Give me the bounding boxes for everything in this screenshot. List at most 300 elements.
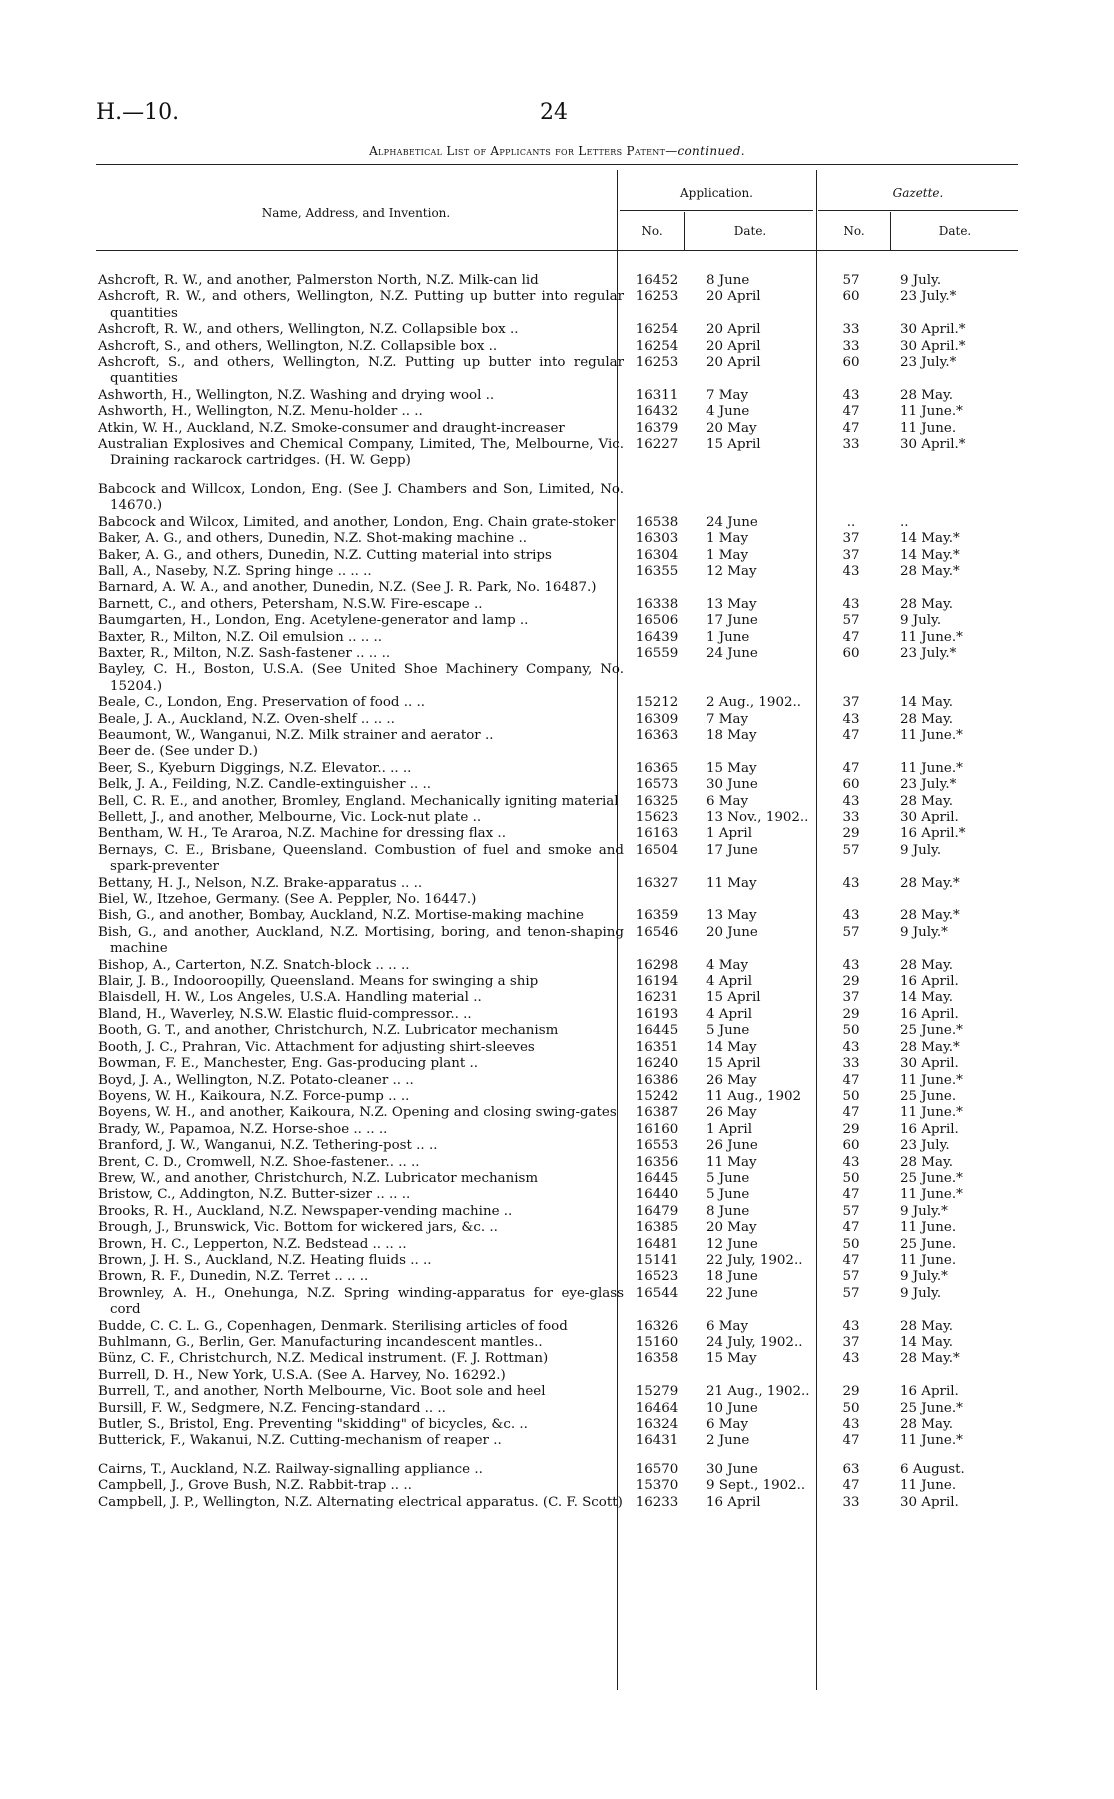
gazette-number: 57	[842, 1203, 860, 1219]
gazette-number: 50	[842, 1170, 860, 1186]
application-date: 5 June	[706, 1023, 750, 1039]
column-header-app-no: No.	[641, 224, 663, 238]
application-number: 16481	[635, 1236, 679, 1252]
gazette-number: 43	[842, 875, 860, 891]
gazette-date: 11 June.	[900, 420, 957, 436]
table-row	[98, 1462, 1018, 1478]
table-row	[98, 1253, 1018, 1269]
gazette-number: 47	[842, 1072, 860, 1088]
gazette-date: 14 May.*	[900, 547, 960, 563]
gazette-date: 25 June.	[900, 1236, 957, 1252]
application-date: 8 June	[706, 273, 750, 288]
application-date: 1 June	[706, 629, 750, 645]
gazette-date: 9 July.*	[900, 1269, 948, 1285]
application-number: 16233	[635, 1494, 679, 1510]
gazette-date: 30 April.	[900, 1494, 959, 1510]
applicant-entry: Bishop, A., Carterton, N.Z. Snatch-block .. .. ..	[98, 957, 410, 973]
application-date: 18 June	[706, 1269, 758, 1285]
gazette-number: 29	[842, 1121, 860, 1137]
application-date: 20 April	[706, 338, 761, 354]
table-row	[98, 388, 1018, 404]
column-header-gazette-date: Date.	[938, 224, 972, 238]
gazette-date: 28 May.*	[900, 908, 960, 924]
table-row	[98, 580, 1018, 596]
gazette-number: 57	[842, 1269, 860, 1285]
gazette-date: 14 May.	[900, 990, 954, 1006]
gazette-number: 57	[842, 273, 860, 288]
applicant-entry: Bursill, F. W., Sedgmere, N.Z. Fencing-standard .. ..	[98, 1400, 446, 1416]
application-date: 11 May	[706, 1154, 757, 1170]
gazette-date: 23 July.	[900, 1138, 950, 1154]
application-date: 30 June	[706, 1461, 758, 1477]
application-date: 11 May	[706, 875, 757, 891]
applicant-entry: Brady, W., Papamoa, N.Z. Horse-shoe .. .. ..	[98, 1121, 388, 1137]
application-date: 6 May	[706, 1318, 749, 1334]
applicant-entry: Budde, C. C. L. G., Copenhagen, Denmark. Sterilising articles of food	[98, 1318, 568, 1334]
gazette-number: 47	[842, 1105, 860, 1121]
gazette-number: 60	[842, 777, 860, 793]
gazette-date: 9 July.*	[900, 924, 948, 940]
applicant-entry: Bowman, F. E., Manchester, Eng. Gas-producing plant ..	[98, 1056, 479, 1072]
application-number: 16338	[635, 596, 679, 612]
application-number: 16326	[635, 1318, 679, 1334]
applicant-entry: Baker, A. G., and others, Dunedin, N.Z. Shot-making machine ..	[98, 531, 527, 547]
application-date: 10 June	[706, 1400, 758, 1416]
header-bottom-rule	[96, 250, 1018, 251]
application-number: 16303	[635, 531, 679, 547]
application-date: 13 Nov., 1902..	[706, 810, 809, 825]
gazette-number: 63	[842, 1461, 860, 1477]
gazette-number: 43	[842, 563, 860, 579]
applicant-entry: Brough, J., Brunswick, Vic. Bottom for wickered jars, &c. ..	[98, 1220, 498, 1236]
application-number: 16160	[635, 1121, 679, 1137]
application-number: 16440	[635, 1187, 679, 1203]
gazette-date: 23 July.*	[900, 355, 957, 371]
applicant-entry: Bland, H., Waverley, N.S.W. Elastic fluid-compressor.. ..	[98, 1006, 472, 1022]
gazette-number: 37	[842, 547, 860, 563]
application-number: 16363	[635, 727, 679, 743]
gazette-date: 16 April.	[900, 1121, 959, 1137]
applicant-entry: Boyens, W. H., and another, Kaikoura, N.Z. Opening and closing swing-gates	[98, 1105, 617, 1121]
table-row	[98, 777, 1018, 793]
column-header-gazette: Gazette.	[892, 186, 944, 200]
table-row	[98, 712, 1018, 728]
table-row	[98, 564, 1018, 580]
table-row	[98, 646, 1018, 662]
table-row	[98, 1269, 1018, 1285]
gazette-number: 37	[842, 990, 860, 1006]
applicant-entry: Brownley, A. H., Onehunga, N.Z. Spring winding-apparatus for eye-glass cord	[98, 1285, 624, 1318]
gazette-date: 23 July.*	[900, 645, 957, 661]
gazette-date: 23 July.*	[900, 777, 957, 793]
table-row	[98, 1040, 1018, 1056]
applicant-list	[98, 273, 1018, 1511]
application-number: 16445	[635, 1170, 679, 1186]
application-number: 16439	[635, 629, 679, 645]
table-row	[98, 482, 1018, 515]
gazette-number: 47	[842, 1187, 860, 1203]
table-row	[98, 1237, 1018, 1253]
application-number: 16538	[635, 514, 679, 530]
gazette-number: 43	[842, 711, 860, 727]
applicant-entry: Baxter, R., Milton, N.Z. Sash-fastener .. .. ..	[98, 645, 391, 661]
applicant-entry: Ashcroft, R. W., and others, Wellington, N.Z. Putting up butter into regular quantities	[98, 289, 624, 321]
table-row	[98, 515, 1018, 531]
gazette-date: 28 May.	[900, 711, 954, 727]
table-row	[98, 1351, 1018, 1367]
applicant-entry: Campbell, J., Grove Bush, N.Z. Rabbit-trap .. ..	[98, 1478, 412, 1494]
application-number: 16464	[635, 1400, 679, 1416]
application-number: 16544	[635, 1285, 679, 1301]
gazette-date: 28 May.*	[900, 1351, 960, 1367]
table-row	[98, 1478, 1018, 1494]
gazette-number: 57	[842, 613, 860, 629]
table-row	[98, 1384, 1018, 1400]
application-date: 15 May	[706, 1351, 757, 1367]
application-number: 16324	[635, 1417, 679, 1433]
gazette-date: 28 May.	[900, 957, 954, 973]
application-date: 30 June	[706, 777, 758, 793]
table-row	[98, 1007, 1018, 1023]
application-date: 5 June	[706, 1187, 750, 1203]
applicant-entry: Belk, J. A., Feilding, N.Z. Candle-extinguisher .. ..	[98, 777, 432, 793]
application-number: 16355	[635, 563, 679, 579]
application-date: 20 April	[706, 322, 761, 338]
gazette-number: ..	[846, 514, 856, 530]
application-date: 4 April	[706, 1006, 752, 1022]
gazette-number: 47	[842, 727, 860, 743]
gazette-date: 16 April.	[900, 1006, 959, 1022]
application-number: 16311	[635, 387, 679, 403]
applicant-entry: Boyd, J. A., Wellington, N.Z. Potato-cleaner .. ..	[98, 1072, 414, 1088]
applicant-entry: Australian Explosives and Chemical Company, Limited, The, Melbourne, Vic. Draining rackarock cartridges. (H. W. Gepp)	[98, 437, 624, 469]
gazette-date: 30 April.	[900, 810, 959, 825]
table-row	[98, 531, 1018, 547]
application-date: 26 June	[706, 1138, 758, 1154]
gazette-date: 16 April.	[900, 974, 959, 990]
gazette-number: 43	[842, 1351, 860, 1367]
applicant-entry: Ashcroft, S., and others, Wellington, N.Z. Putting up butter into regular quantities	[98, 355, 624, 387]
application-date: 12 June	[706, 1236, 758, 1252]
application-date: 17 June	[706, 613, 758, 629]
table-row	[98, 1056, 1018, 1072]
gazette-number: 50	[842, 1400, 860, 1416]
application-date: 15 April	[706, 437, 761, 453]
gazette-date: 30 April.*	[900, 338, 966, 354]
applicant-entry: Atkin, W. H., Auckland, N.Z. Smoke-consumer and draught-increaser	[98, 420, 565, 436]
applicant-entry: Bell, C. R. E., and another, Bromley, England. Mechanically igniting material	[98, 793, 619, 809]
column-header-gazette-no: No.	[843, 224, 865, 238]
gazette-date: 30 April.*	[900, 322, 966, 338]
applicant-entry: Booth, J. C., Prahran, Vic. Attachment for adjusting shirt-sleeves	[98, 1039, 535, 1055]
gazette-number: 50	[842, 1023, 860, 1039]
application-number: 16523	[635, 1269, 679, 1285]
applicant-entry: Bernays, C. E., Brisbane, Queensland. Combustion of fuel and smoke and spark-preventer	[98, 842, 624, 875]
table-row	[98, 974, 1018, 990]
column-divider-2	[684, 212, 685, 250]
application-number: 16304	[635, 547, 679, 563]
applicant-entry: Ashcroft, S., and others, Wellington, N.Z. Collapsible box ..	[98, 338, 498, 354]
application-number: 16559	[635, 645, 679, 661]
applicant-entry: Bentham, W. H., Te Araroa, N.Z. Machine for dressing flax ..	[98, 826, 506, 842]
applicant-entry: Bellett, J., and another, Melbourne, Vic. Lock-nut plate ..	[98, 810, 482, 825]
table-row	[98, 1023, 1018, 1039]
application-date: 4 June	[706, 404, 750, 420]
document-code: H.—10.	[96, 100, 180, 125]
gazette-date: 6 August.	[900, 1461, 965, 1477]
table-row	[98, 1187, 1018, 1203]
gazette-date: 25 June.	[900, 1088, 957, 1104]
gazette-date: 28 May.	[900, 1318, 954, 1334]
application-date: 4 April	[706, 974, 752, 990]
applicant-entry: Butterick, F., Wakanui, N.Z. Cutting-mechanism of reaper ..	[98, 1433, 502, 1449]
gazette-number: 37	[842, 1335, 860, 1350]
application-date: 22 June	[706, 1285, 758, 1301]
gazette-date: 28 May.	[900, 1417, 954, 1433]
applicant-entry: Biel, W., Itzehoe, Germany. (See A. Peppler, No. 16447.)	[98, 892, 477, 908]
applicant-entry: Babcock and Wilcox, Limited, and another, London, Eng. Chain grate-stoker	[98, 514, 616, 530]
gazette-number: 43	[842, 1154, 860, 1170]
gazette-date: 16 April.	[900, 1384, 959, 1400]
applicant-entry: Branford, J. W., Wanganui, N.Z. Tethering-post .. ..	[98, 1138, 438, 1154]
application-date: 20 May	[706, 420, 757, 436]
applicant-entry: Baker, A. G., and others, Dunedin, N.Z. Cutting material into strips	[98, 547, 552, 563]
gazette-date: 28 May.*	[900, 563, 960, 579]
gazette-date: 11 June.	[900, 1478, 957, 1494]
table-row	[98, 662, 1018, 695]
table-row	[98, 1204, 1018, 1220]
gazette-date: 11 June.*	[900, 1105, 963, 1121]
applicant-entry: Bettany, H. J., Nelson, N.Z. Brake-apparatus .. ..	[98, 875, 423, 891]
table-row	[98, 1138, 1018, 1154]
gazette-number: 47	[842, 1478, 860, 1494]
gazette-number: 60	[842, 645, 860, 661]
table-row	[98, 728, 1018, 744]
gazette-date: ..	[900, 514, 909, 530]
application-number: 16431	[635, 1433, 679, 1449]
application-date: 26 May	[706, 1072, 757, 1088]
gazette-date: 11 June.*	[900, 629, 963, 645]
gazette-number: 29	[842, 974, 860, 990]
applicant-entry: Bristow, C., Addington, N.Z. Butter-sizer .. .. ..	[98, 1187, 411, 1203]
application-number: 16358	[635, 1351, 679, 1367]
table-row	[98, 1417, 1018, 1433]
gazette-number: 57	[842, 842, 860, 858]
applicant-entry: Cairns, T., Auckland, N.Z. Railway-signalling appliance ..	[98, 1461, 483, 1477]
application-number: 16253	[635, 289, 679, 305]
applicant-entry: Ashcroft, R. W., and another, Palmerston North, N.Z. Milk-can lid	[98, 273, 539, 288]
gazette-number: 33	[842, 1494, 860, 1510]
gazette-date: 11 June.*	[900, 404, 963, 420]
applicant-entry: Beer de. (See under D.)	[98, 744, 259, 760]
applicant-entry: Bünz, C. F., Christchurch, N.Z. Medical instrument. (F. J. Rottman)	[98, 1351, 549, 1367]
applicant-entry: Beer, S., Kyeburn Diggings, N.Z. Elevator.. .. ..	[98, 760, 412, 776]
table-row	[98, 744, 1018, 760]
application-date: 20 June	[706, 924, 758, 940]
application-date: 2 Aug., 1902..	[706, 695, 802, 711]
table-row	[98, 958, 1018, 974]
application-date: 24 June	[706, 514, 758, 530]
applicant-entry: Ashworth, H., Wellington, N.Z. Menu-holder .. ..	[98, 404, 423, 420]
table-row	[98, 826, 1018, 842]
application-number: 16385	[635, 1220, 679, 1236]
table-row	[98, 437, 1018, 470]
application-date: 15 April	[706, 1056, 761, 1072]
gazette-number: 47	[842, 629, 860, 645]
table-row	[98, 1433, 1018, 1449]
application-date: 20 May	[706, 1220, 757, 1236]
application-number: 16452	[635, 273, 679, 288]
application-date: 1 April	[706, 1121, 752, 1137]
table-row	[98, 1089, 1018, 1105]
table-row	[98, 990, 1018, 1006]
gazette-number: 50	[842, 1236, 860, 1252]
application-number: 15212	[635, 695, 679, 711]
table-row	[98, 1495, 1018, 1511]
gazette-date: 28 May.*	[900, 1039, 960, 1055]
application-number: 16351	[635, 1039, 679, 1055]
gazette-date: 9 July.	[900, 273, 942, 288]
application-number: 15370	[635, 1478, 679, 1494]
table-row	[98, 1319, 1018, 1335]
application-number: 16553	[635, 1138, 679, 1154]
application-number: 16298	[635, 957, 679, 973]
application-number: 15141	[635, 1252, 679, 1268]
header-top-rule	[96, 164, 1018, 165]
application-number: 16193	[635, 1006, 679, 1022]
application-date: 2 June	[706, 1433, 750, 1449]
page-title	[0, 144, 1114, 158]
applicant-entry: Bayley, C. H., Boston, U.S.A. (See United Shoe Machinery Company, No. 15204.)	[98, 662, 624, 694]
application-date: 15 April	[706, 990, 761, 1006]
applicant-entry: Brent, C. D., Cromwell, N.Z. Shoe-fastener.. .. ..	[98, 1154, 420, 1170]
application-date: 15 May	[706, 760, 757, 776]
gazette-number: 60	[842, 355, 860, 371]
applicant-entry: Blaisdell, H. W., Los Angeles, U.S.A. Handling material ..	[98, 990, 482, 1006]
application-number: 16356	[635, 1154, 679, 1170]
application-date: 1 April	[706, 826, 752, 842]
application-date: 4 May	[706, 957, 749, 973]
gazette-number: 29	[842, 826, 860, 842]
table-row	[98, 1335, 1018, 1351]
gazette-number: 37	[842, 695, 860, 711]
application-date: 8 June	[706, 1203, 750, 1219]
application-date: 17 June	[706, 842, 758, 858]
application-number: 16309	[635, 711, 679, 727]
gazette-number: 57	[842, 1285, 860, 1301]
gazette-number: 60	[842, 289, 860, 305]
gazette-number: 43	[842, 1318, 860, 1334]
gazette-number: 43	[842, 596, 860, 612]
column-header-app-date: Date.	[733, 224, 767, 238]
applicant-entry: Baumgarten, H., London, Eng. Acetylene-generator and lamp ..	[98, 613, 529, 629]
applicant-entry: Brown, J. H. S., Auckland, N.Z. Heating fluids .. ..	[98, 1252, 432, 1268]
applicant-entry: Blair, J. B., Indooroopilly, Queensland. Means for swinging a ship	[98, 974, 539, 990]
application-number: 16163	[635, 826, 679, 842]
application-date: 13 May	[706, 908, 757, 924]
table-row	[98, 1171, 1018, 1187]
application-number: 16227	[635, 437, 679, 453]
application-number: 16240	[635, 1056, 679, 1072]
application-date: 9 Sept., 1902..	[706, 1478, 806, 1494]
table-row	[98, 1368, 1018, 1384]
application-number: 16254	[635, 338, 679, 354]
application-number: 15242	[635, 1088, 679, 1104]
table-row	[98, 421, 1018, 437]
table-row	[98, 404, 1018, 420]
application-date: 12 May	[706, 563, 757, 579]
gazette-date: 11 June.*	[900, 760, 963, 776]
applicant-entry: Barnett, C., and others, Petersham, N.S.W. Fire-escape ..	[98, 596, 483, 612]
application-number: 16504	[635, 842, 679, 858]
gazette-date: 28 May.*	[900, 875, 960, 891]
gazette-date: 11 June.*	[900, 1433, 963, 1449]
application-date: 26 May	[706, 1105, 757, 1121]
application-date: 5 June	[706, 1170, 750, 1186]
gazette-number: 47	[842, 760, 860, 776]
application-number: 15623	[635, 810, 679, 825]
gazette-number: 33	[842, 437, 860, 453]
application-date: 18 May	[706, 727, 757, 743]
application-number: 16231	[635, 990, 679, 1006]
application-date: 21 Aug., 1902..	[706, 1384, 810, 1400]
table-row	[98, 355, 1018, 388]
header-sub-rule-gazette	[818, 210, 1018, 211]
table-row	[98, 1122, 1018, 1138]
gazette-date: 11 June.	[900, 1220, 957, 1236]
gazette-number: 43	[842, 1039, 860, 1055]
applicant-entry: Baxter, R., Milton, N.Z. Oil emulsion .. .. ..	[98, 629, 383, 645]
gazette-date: 14 May.	[900, 1335, 954, 1350]
gazette-date: 9 July.	[900, 842, 942, 858]
table-row	[98, 761, 1018, 777]
gazette-number: 43	[842, 793, 860, 809]
table-row	[98, 1155, 1018, 1171]
gazette-date: 11 June.*	[900, 1187, 963, 1203]
applicant-entry: Brooks, R. H., Auckland, N.Z. Newspaper-vending machine ..	[98, 1203, 513, 1219]
gazette-date: 11 June.*	[900, 727, 963, 743]
table-row	[98, 1286, 1018, 1319]
table-row	[98, 695, 1018, 711]
application-number: 16254	[635, 322, 679, 338]
header-sub-rule-app	[620, 210, 813, 211]
application-number: 16327	[635, 875, 679, 891]
application-number: 16570	[635, 1461, 679, 1477]
application-date: 20 April	[706, 355, 761, 371]
table-row	[98, 597, 1018, 613]
column-header-name: Name, Address, and Invention.	[261, 206, 451, 220]
application-date: 20 April	[706, 289, 761, 305]
application-number: 16573	[635, 777, 679, 793]
table-row	[98, 1401, 1018, 1417]
application-date: 14 May	[706, 1039, 757, 1055]
gazette-date: 28 May.	[900, 596, 954, 612]
application-date: 13 May	[706, 596, 757, 612]
table-row	[98, 548, 1018, 564]
gazette-date: 11 June.	[900, 1252, 957, 1268]
application-number: 16445	[635, 1023, 679, 1039]
application-number: 16479	[635, 1203, 679, 1219]
gazette-number: 50	[842, 1088, 860, 1104]
gazette-date: 28 May.	[900, 1154, 954, 1170]
table-row	[98, 1220, 1018, 1236]
application-number: 15279	[635, 1384, 679, 1400]
gazette-number: 43	[842, 908, 860, 924]
table-row	[98, 273, 1018, 289]
table-row	[98, 630, 1018, 646]
gazette-number: 47	[842, 1220, 860, 1236]
application-number: 16387	[635, 1105, 679, 1121]
